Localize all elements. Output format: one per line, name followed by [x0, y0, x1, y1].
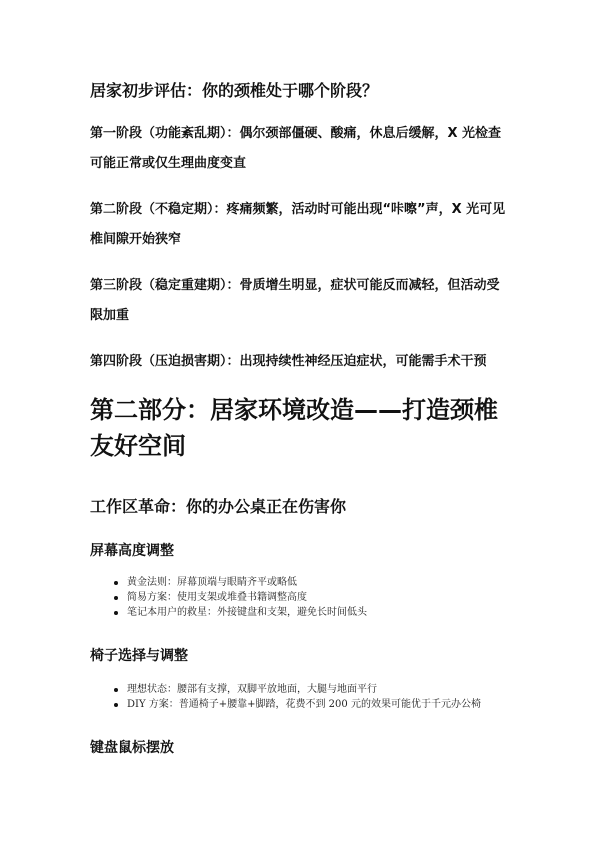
bullet-icon	[114, 596, 118, 600]
list-item: 黄金法则：屏幕顶端与眼睛齐平或略低	[90, 575, 367, 590]
chair-list	[90, 682, 481, 712]
assessment-heading: 居家初步评估：你的颈椎处于哪个阶段？	[90, 81, 379, 100]
bullet-icon	[114, 703, 118, 707]
bullet-icon	[114, 611, 118, 615]
screen-height-heading: 屏幕高度调整	[90, 543, 174, 559]
chair-heading: 椅子选择与调整	[90, 648, 188, 664]
stage-1: 第一阶段（功能紊乱期）：偶尔颈部僵硬、酸痛，休息后缓解，X 光检查可能正常或仅生理曲度变直	[90, 126, 502, 171]
list-item: DIY 方案：普通椅子+腰靠+脚踏，花费不到 200 元的效果可能优于千元办公椅	[90, 697, 481, 712]
list-item: 笔记本用户的救星：外接键盘和支架，避免长时间低头	[90, 605, 367, 620]
part2-title: 第二部分：居家环境改造——打造颈椎友好空间	[90, 396, 498, 460]
keyboard-mouse-heading: 键盘鼠标摆放	[90, 740, 174, 756]
workspace-section-heading: 工作区革命：你的办公桌正在伤害你	[90, 497, 347, 516]
stage-4: 第四阶段（压迫损害期）：出现持续性神经压迫症状，可能需手术干预	[90, 354, 487, 369]
list-item: 简易方案：使用支架或堆叠书籍调整高度	[90, 590, 367, 605]
stage-3: 第三阶段（稳定重建期）：骨质增生明显，症状可能反而减轻，但活动受限加重	[90, 278, 500, 323]
bullet-icon	[114, 688, 118, 692]
stage-2: 第二阶段（不稳定期）：疼痛频繁，活动时可能出现“咔嚓”声，X 光可见椎间隙开始狭窄	[90, 202, 506, 247]
list-item: 理想状态：腰部有支撑，双脚平放地面，大腿与地面平行	[90, 682, 481, 697]
bullet-icon	[114, 581, 118, 585]
screen-height-list	[90, 575, 367, 620]
